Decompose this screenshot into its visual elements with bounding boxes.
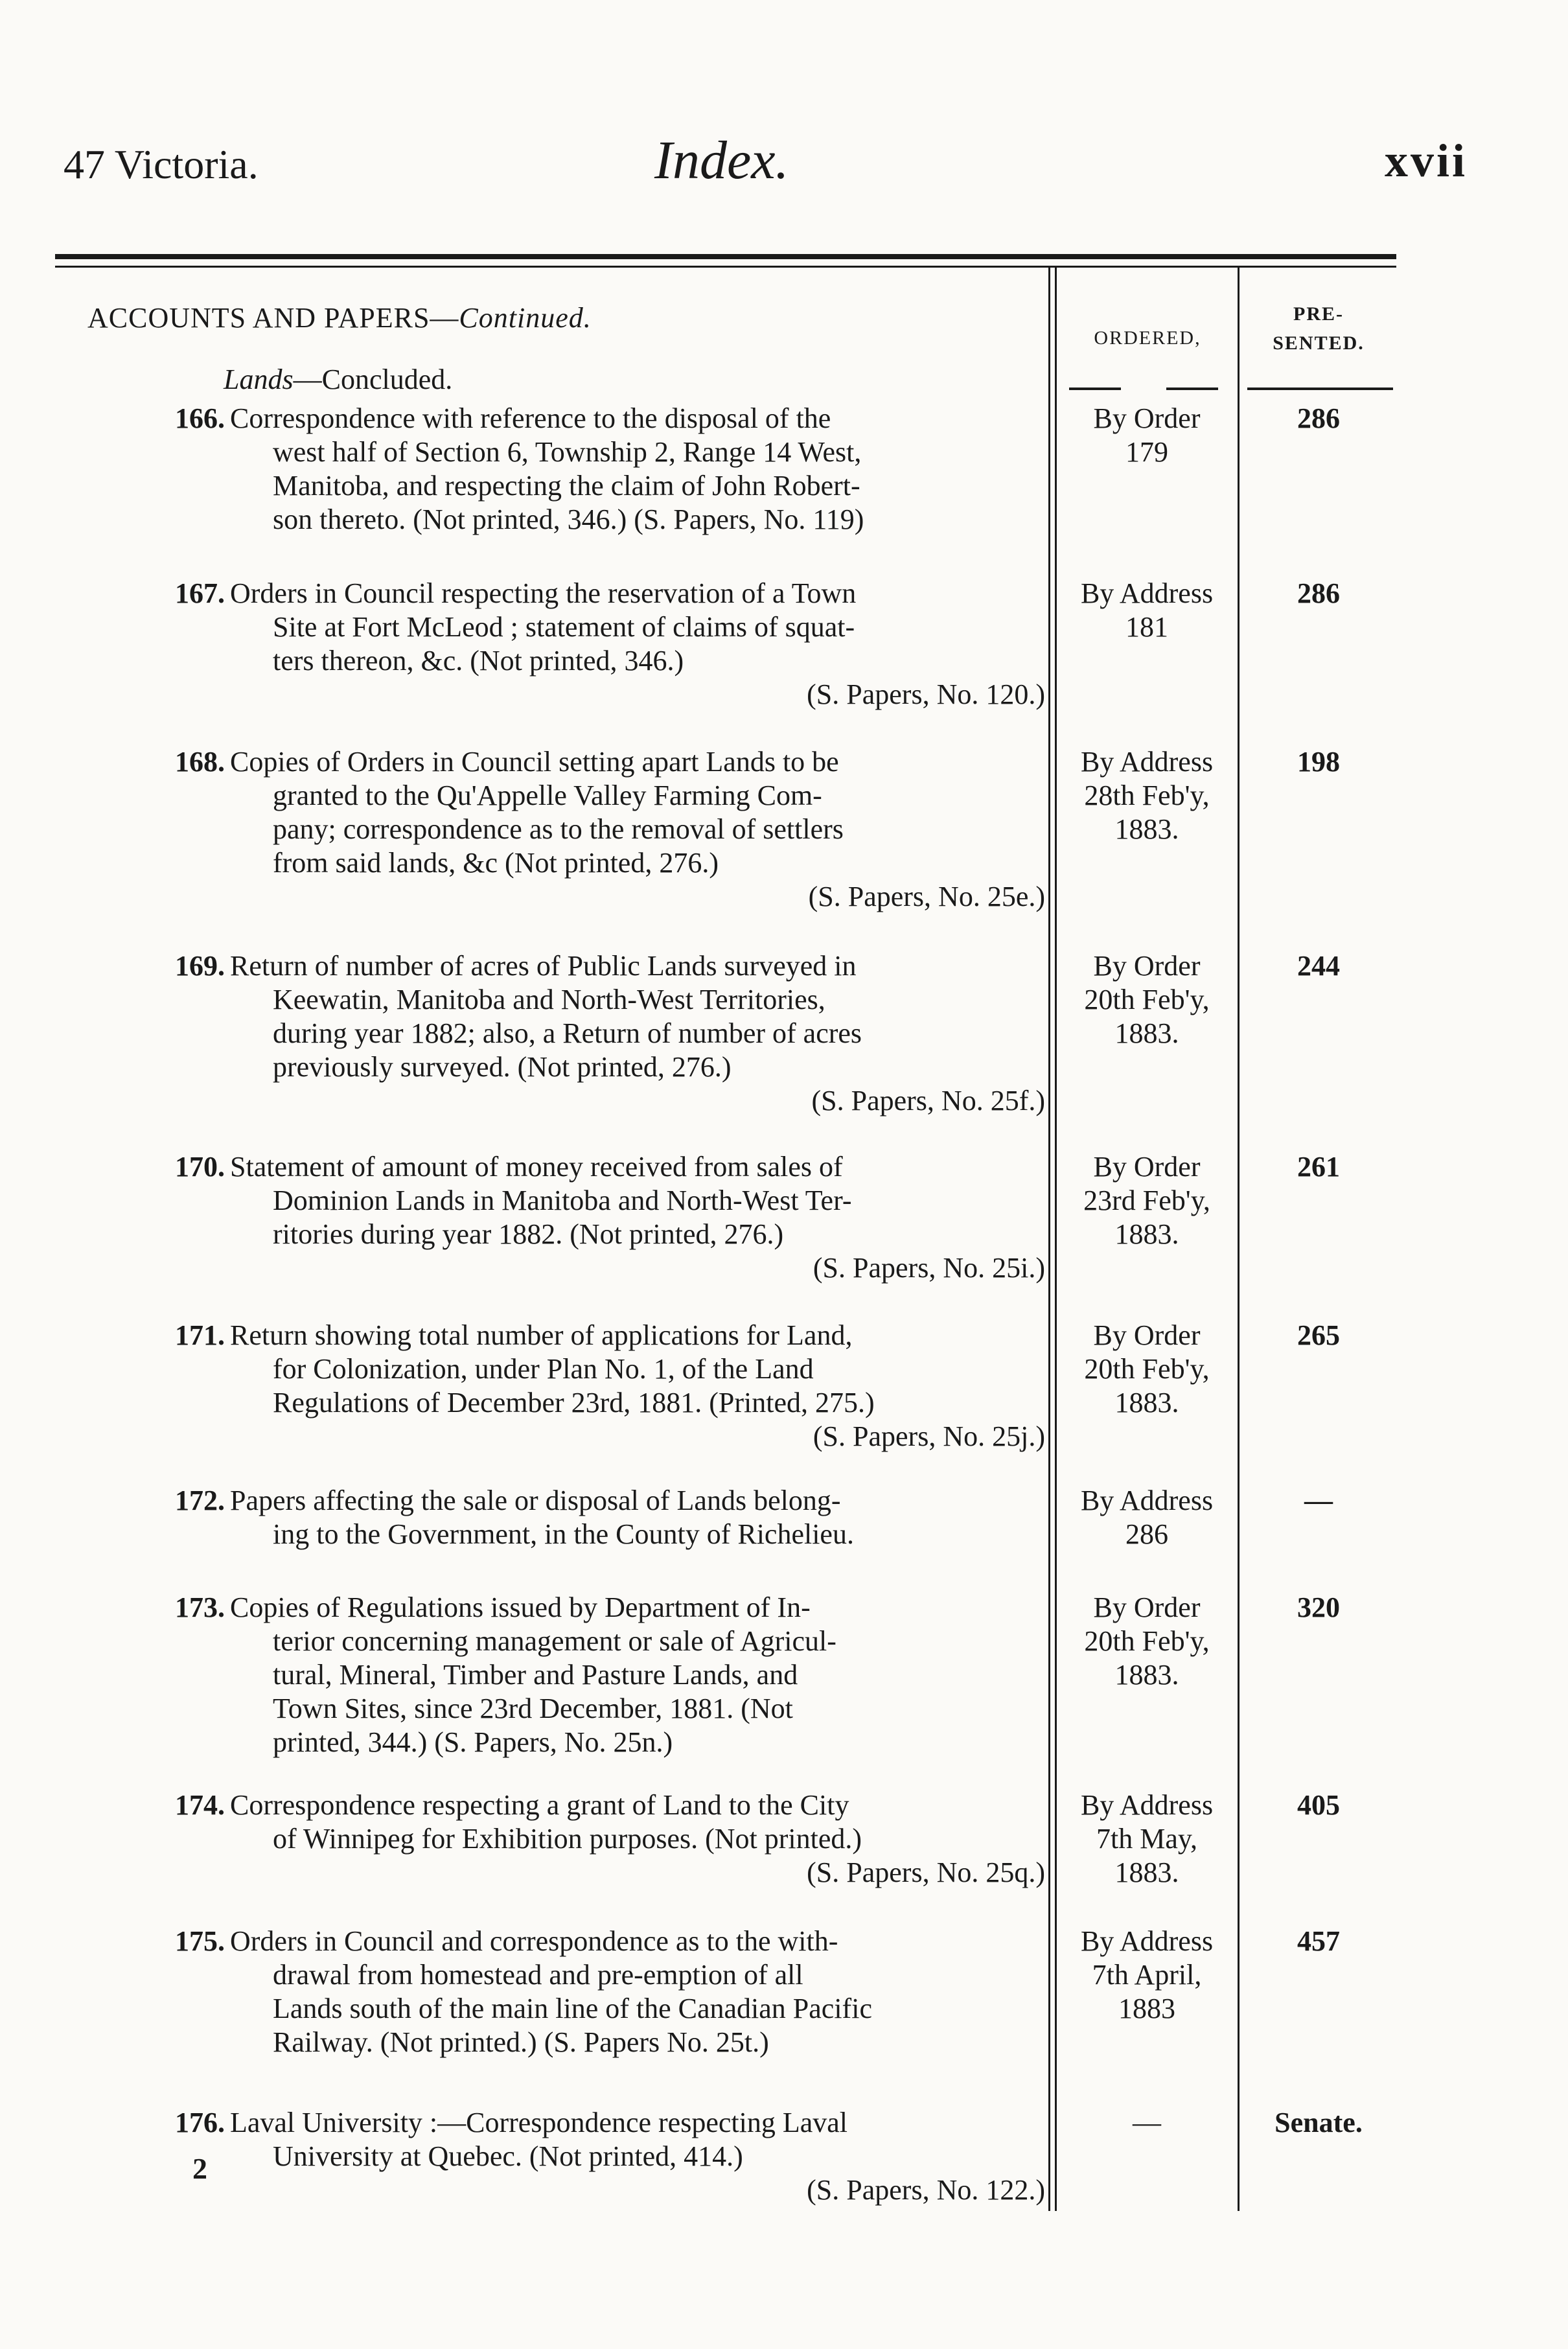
ordered-line: By Order — [1093, 1591, 1201, 1623]
entry-line: Return of number of acres of Public Lands surveyed in — [230, 950, 857, 982]
entry-number: 172. — [175, 1485, 225, 1516]
entry-description — [230, 1484, 1045, 1551]
entry-ordered — [1053, 1150, 1241, 1251]
entry-number: 174. — [175, 1789, 225, 1821]
subsection-heading: Lands—Concluded. — [224, 364, 453, 395]
ordered-line: 1883. — [1114, 1659, 1179, 1691]
ordered-line: 20th Feb'y, — [1084, 1625, 1210, 1657]
entry-ordered — [1053, 949, 1241, 1050]
entry-presented: 198 — [1297, 746, 1340, 778]
entry-number: 173. — [175, 1591, 225, 1623]
entry-line: Correspondence respecting a grant of Land to the City — [230, 1789, 849, 1821]
ordered-line: By Address — [1080, 746, 1214, 778]
ordered-line: By Address — [1080, 577, 1214, 609]
ordered-line: 181 — [1125, 611, 1168, 643]
column-header-ordered: ORDERED, — [1094, 327, 1201, 349]
entry-description — [230, 577, 1045, 712]
entry-line: Correspondence with reference to the disposal of the — [230, 402, 831, 434]
entry-description — [230, 1925, 1045, 2059]
index-entry — [175, 1150, 1568, 1306]
entry-line: Orders in Council and correspondence as to the with- — [230, 1925, 838, 1957]
ordered-line: 7th April, — [1092, 1959, 1202, 1991]
entry-line: for Colonization, under Plan No. 1, of the Land — [273, 1353, 814, 1385]
ordered-line: 28th Feb'y, — [1084, 780, 1210, 811]
entry-presented: 261 — [1297, 1151, 1340, 1183]
entry-ordered — [1053, 402, 1241, 469]
entry-number: 175. — [175, 1925, 225, 1957]
entry-number: 166. — [175, 402, 225, 434]
ordered-line: 23rd Feb'y, — [1083, 1185, 1210, 1216]
ordered-line: 20th Feb'y, — [1084, 984, 1210, 1015]
ordered-line: 1883. — [1114, 1017, 1179, 1049]
entry-line: west half of Section 6, Township 2, Range 14 West, — [273, 436, 862, 468]
ordered-line: 286 — [1125, 1518, 1168, 1550]
ordered-line: By Order — [1093, 950, 1201, 982]
entry-number: 170. — [175, 1151, 225, 1183]
entry-ordered — [1053, 1484, 1241, 1551]
entry-ordered — [1053, 1925, 1241, 2026]
section-title: ACCOUNTS AND PAPERS—Continued. — [87, 302, 592, 334]
entry-number: 176. — [175, 2107, 225, 2138]
entry-line: (S. Papers, No. 25i.) — [813, 1252, 1045, 1284]
column-header-rule — [1069, 388, 1121, 390]
entry-line: Return showing total number of applications for Land, — [230, 1319, 853, 1351]
ordered-line: By Address — [1080, 1789, 1214, 1821]
entry-presented: 286 — [1297, 402, 1340, 434]
entry-presented: 405 — [1297, 1789, 1340, 1821]
entry-description — [230, 2106, 1045, 2207]
entry-line: Railway. (Not printed.) (S. Papers No. 25t.) — [273, 2026, 769, 2058]
entry-line: Site at Fort McLeod ; statement of claims of squat- — [273, 611, 855, 643]
entry-number: 167. — [175, 577, 225, 609]
header-page-number: xvii — [1384, 135, 1468, 187]
ordered-line: 7th May, — [1096, 1823, 1198, 1855]
entry-line: Town Sites, since 23rd December, 1881. (Not — [273, 1693, 793, 1724]
entry-line: (S. Papers, No. 122.) — [807, 2174, 1045, 2206]
entry-line: pany; correspondence as to the removal of settlers — [273, 813, 844, 845]
entry-line: previously surveyed. (Not printed, 276.) — [273, 1051, 732, 1083]
entry-line: from said lands, &c (Not printed, 276.) — [273, 847, 719, 879]
entry-presented: 244 — [1297, 950, 1340, 982]
entry-line: ing to the Government, in the County of Richelieu. — [273, 1518, 854, 1550]
entry-presented: — — [1304, 1485, 1333, 1516]
entry-presented: 286 — [1297, 577, 1340, 609]
entry-ordered — [1053, 1319, 1241, 1420]
entry-line: Lands south of the main line of the Canadian Pacific — [273, 1993, 872, 2024]
entry-description — [230, 1788, 1045, 1890]
index-entry — [175, 745, 1568, 912]
entry-ordered — [1053, 1788, 1241, 1890]
entry-ordered — [1053, 577, 1241, 644]
entry-line: Dominion Lands in Manitoba and North-West Ter- — [273, 1185, 852, 1216]
entry-line: Laval University :—Correspondence respecting Laval — [230, 2107, 848, 2138]
entry-presented: 457 — [1297, 1925, 1340, 1957]
ordered-line: 1883 — [1118, 1993, 1175, 2024]
index-entry — [175, 1925, 1568, 2080]
entry-number: 169. — [175, 950, 225, 982]
entry-line: drawal from homestead and pre-emption of all — [273, 1959, 803, 1991]
header-session: 47 Victoria. — [63, 141, 259, 187]
entry-line: (S. Papers, No. 25j.) — [813, 1420, 1045, 1452]
index-entry — [175, 949, 1568, 1117]
entry-line: ters thereon, &c. (Not printed, 346.) — [273, 645, 684, 677]
entry-line: of Winnipeg for Exhibition purposes. (Not printed.) — [273, 1823, 862, 1855]
ordered-line: 1883. — [1114, 1218, 1179, 1250]
entry-line: Keewatin, Manitoba and North-West Territories, — [273, 984, 825, 1015]
index-entry — [175, 1319, 1568, 1474]
entry-line: granted to the Qu'Appelle Valley Farming Com- — [273, 780, 822, 811]
entry-description — [230, 1319, 1045, 1453]
index-entry — [175, 2106, 1568, 2262]
entry-line: Papers affecting the sale or disposal of Lands belong- — [230, 1485, 841, 1516]
entry-line: Regulations of December 23rd, 1881. (Printed, 275.) — [273, 1387, 875, 1418]
column-header-rule — [1247, 388, 1393, 390]
entry-line: Copies of Orders in Council setting apart Lands to be — [230, 746, 839, 778]
entry-line: tural, Mineral, Timber and Pasture Lands, and — [273, 1659, 798, 1691]
ordered-line: By Order — [1093, 402, 1201, 434]
index-entry — [175, 1591, 1568, 1758]
entry-line: Statement of amount of money received from sales of — [230, 1151, 843, 1183]
entry-ordered — [1053, 2106, 1241, 2140]
column-header-rule — [1166, 388, 1218, 390]
entry-description — [230, 745, 1045, 914]
index-entry — [175, 402, 1568, 557]
entry-line: (S. Papers, No. 25f.) — [811, 1085, 1045, 1117]
ordered-line: 179 — [1125, 436, 1168, 468]
entry-line: University at Quebec. (Not printed, 414.) — [273, 2140, 743, 2172]
signature-mark: 2 — [192, 2152, 207, 2185]
entry-line: Copies of Regulations issued by Department of In- — [230, 1591, 811, 1623]
header-rule-thin — [55, 266, 1396, 268]
entry-description — [230, 1150, 1045, 1285]
ordered-line: — — [1133, 2107, 1161, 2138]
entry-line: Orders in Council respecting the reservation of a Town — [230, 577, 857, 609]
entry-description — [230, 1591, 1045, 1759]
entry-ordered — [1053, 745, 1241, 846]
entry-line: ritories during year 1882. (Not printed, 276.) — [273, 1218, 784, 1250]
entry-number: 168. — [175, 746, 225, 778]
entry-presented: Senate. — [1274, 2107, 1363, 2138]
ordered-line: 1883. — [1114, 1857, 1179, 1888]
entry-description — [230, 949, 1045, 1118]
entry-presented: 265 — [1297, 1319, 1340, 1351]
entry-line: son thereto. (Not printed, 346.) (S. Papers, No. 119) — [273, 503, 864, 535]
column-header-presented: PRE- SENTED. — [1273, 303, 1365, 354]
ordered-line: 20th Feb'y, — [1084, 1353, 1210, 1385]
entry-line: (S. Papers, No. 120.) — [807, 678, 1045, 710]
entry-line: (S. Papers, No. 25e.) — [808, 881, 1045, 912]
ordered-line: By Address — [1080, 1925, 1214, 1957]
ordered-line: By Address — [1080, 1485, 1214, 1516]
entry-line: during year 1882; also, a Return of number of acres — [273, 1017, 862, 1049]
entry-number: 171. — [175, 1319, 225, 1351]
index-entry — [175, 1788, 1568, 1944]
ordered-line: By Order — [1093, 1151, 1201, 1183]
entry-description — [230, 402, 1045, 537]
entry-line: Manitoba, and respecting the claim of John Robert- — [273, 470, 860, 502]
entry-line: (S. Papers, No. 25q.) — [807, 1857, 1045, 1888]
entry-line: terior concerning management or sale of Agricul- — [273, 1625, 836, 1657]
entry-presented: 320 — [1297, 1591, 1340, 1623]
ordered-line: By Order — [1093, 1319, 1201, 1351]
entry-ordered — [1053, 1591, 1241, 1692]
header-title: Index. — [654, 130, 789, 191]
entry-line: printed, 344.) (S. Papers, No. 25n.) — [273, 1726, 673, 1758]
index-entry — [175, 577, 1568, 732]
ordered-line: 1883. — [1114, 1387, 1179, 1418]
header-rule-thick — [55, 254, 1396, 259]
ordered-line: 1883. — [1114, 813, 1179, 845]
